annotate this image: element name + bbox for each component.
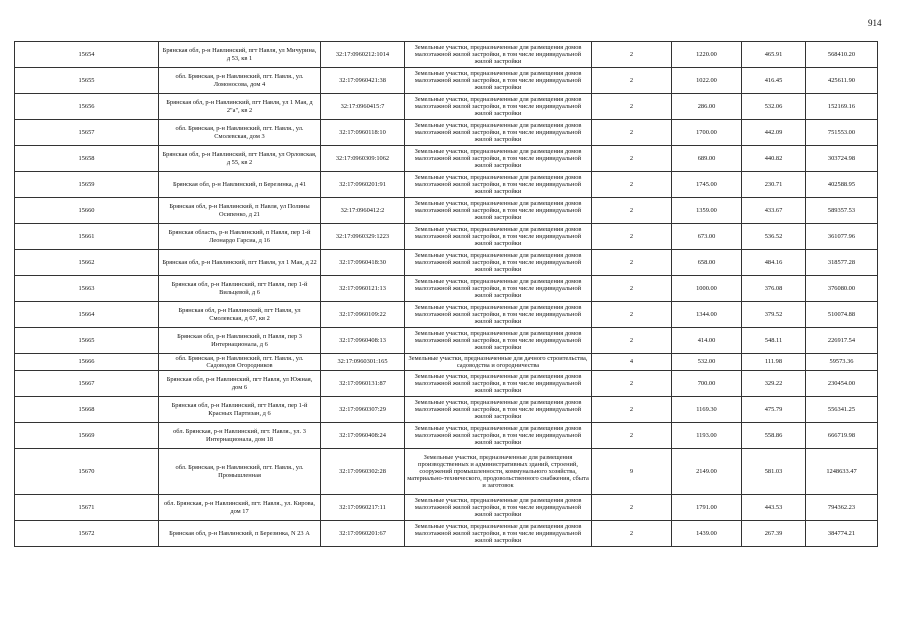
specific-value-cell: 484.16 <box>742 250 806 276</box>
record-number-cell: 15657 <box>15 120 159 146</box>
specific-value-cell: 329.22 <box>742 371 806 397</box>
cadastral-number-cell: 32:17:0960217:11 <box>321 495 405 521</box>
record-number-cell: 15660 <box>15 198 159 224</box>
table-row <box>15 449 878 495</box>
record-number-cell: 15666 <box>15 354 159 371</box>
area-cell: 1700.00 <box>672 120 742 146</box>
group-code-cell: 2 <box>592 146 672 172</box>
cadastral-value-cell: 556341.25 <box>806 397 878 423</box>
record-number-cell: 15667 <box>15 371 159 397</box>
cadastral-number-cell: 32:17:0960109:22 <box>321 302 405 328</box>
land-purpose-cell: Земельные участки, предназначенные для размещения домов малоэтажной жилой застройки, в том числе индивидуальной жилой застройки <box>405 495 592 521</box>
table-row <box>15 423 878 449</box>
cadastral-value-cell: 589357.53 <box>806 198 878 224</box>
specific-value-cell: 416.45 <box>742 68 806 94</box>
land-purpose-cell: Земельные участки, предназначенные для размещения домов малоэтажной жилой застройки, в том числе индивидуальной жилой застройки <box>405 302 592 328</box>
land-purpose-cell: Земельные участки, предназначенные для размещения домов малоэтажной жилой застройки, в том числе индивидуальной жилой застройки <box>405 276 592 302</box>
cadastral-number-cell: 32:17:0960415:7 <box>321 94 405 120</box>
address-cell: Брянская область, р-н Навлинский, п Навля, пер 1-й Леонардо Гарсиа, д 16 <box>159 224 321 250</box>
area-cell: 673.00 <box>672 224 742 250</box>
address-cell: обл. Брянская, р-н Навлинский, пгт. Навля., ул. Кирова, дом 17 <box>159 495 321 521</box>
group-code-cell: 2 <box>592 120 672 146</box>
table-row <box>15 68 878 94</box>
cadastral-number-cell: 32:17:0960302:28 <box>321 449 405 495</box>
group-code-cell: 2 <box>592 68 672 94</box>
cadastral-value-cell: 384774.21 <box>806 521 878 547</box>
address-cell: Брянская обл, р-н Навлинский, пгт Навля, ул Южная, дом 6 <box>159 371 321 397</box>
area-cell: 1169.30 <box>672 397 742 423</box>
specific-value-cell: 433.67 <box>742 198 806 224</box>
record-number-cell: 15665 <box>15 328 159 354</box>
address-cell: Брянская обл, р-н Навлинский, пгт Навля, пер 1-й Вильцевой, д 6 <box>159 276 321 302</box>
cadastral-number-cell: 32:17:0960201:91 <box>321 172 405 198</box>
area-cell: 1000.00 <box>672 276 742 302</box>
cadastral-value-cell: 425611.90 <box>806 68 878 94</box>
group-code-cell: 9 <box>592 449 672 495</box>
cadastral-number-cell: 32:17:0960412:2 <box>321 198 405 224</box>
cadastral-value-cell: 1248633.47 <box>806 449 878 495</box>
land-purpose-cell: Земельные участки, предназначенные для размещения домов малоэтажной жилой застройки, в том числе индивидуальной жилой застройки <box>405 423 592 449</box>
cadastral-value-cell: 59573.36 <box>806 354 878 371</box>
group-code-cell: 2 <box>592 302 672 328</box>
cadastral-value-cell: 510074.88 <box>806 302 878 328</box>
cadastral-value-cell: 318577.28 <box>806 250 878 276</box>
area-cell: 1439.00 <box>672 521 742 547</box>
address-cell: Брянская обл, р-н Навлинский, пгт Навля, пер 1-й Красных Партизан, д 6 <box>159 397 321 423</box>
record-number-cell: 15670 <box>15 449 159 495</box>
land-purpose-cell: Земельные участки, предназначенные для размещения домов малоэтажной жилой застройки, в том числе индивидуальной жилой застройки <box>405 521 592 547</box>
cadastral-value-cell: 402588.95 <box>806 172 878 198</box>
group-code-cell: 4 <box>592 354 672 371</box>
area-cell: 1745.00 <box>672 172 742 198</box>
address-cell: Брянская обл, р-н Навлинский, пгт Навля, ул Мичурина, д 53, кв 1 <box>159 42 321 68</box>
land-purpose-cell: Земельные участки, предназначенные для размещения домов малоэтажной жилой застройки, в том числе индивидуальной жилой застройки <box>405 120 592 146</box>
table-row <box>15 276 878 302</box>
record-number-cell: 15656 <box>15 94 159 120</box>
cadastral-number-cell: 32:17:0960408:13 <box>321 328 405 354</box>
cadastral-value-cell: 226917.54 <box>806 328 878 354</box>
cadastral-value-cell: 230454.00 <box>806 371 878 397</box>
table-row <box>15 302 878 328</box>
cadastral-number-cell: 32:17:0960131:87 <box>321 371 405 397</box>
address-cell: Брянская обл, р-н Навлинский, пгт Навля, ул Орловская, д 55, кв 2 <box>159 146 321 172</box>
address-cell: обл. Брянская, р-н Навлинский, пгт. Навля., ул. Промышленная <box>159 449 321 495</box>
land-purpose-cell: Земельные участки, предназначенные для размещения домов малоэтажной жилой застройки, в том числе индивидуальной жилой застройки <box>405 146 592 172</box>
area-cell: 1193.00 <box>672 423 742 449</box>
cadastral-number-cell: 32:17:0960309:1062 <box>321 146 405 172</box>
land-registry-table <box>14 41 878 547</box>
table-row <box>15 495 878 521</box>
area-cell: 2149.00 <box>672 449 742 495</box>
table-row <box>15 521 878 547</box>
group-code-cell: 2 <box>592 276 672 302</box>
group-code-cell: 2 <box>592 172 672 198</box>
specific-value-cell: 440.82 <box>742 146 806 172</box>
group-code-cell: 2 <box>592 94 672 120</box>
area-cell: 532.00 <box>672 354 742 371</box>
table-row <box>15 120 878 146</box>
group-code-cell: 2 <box>592 328 672 354</box>
group-code-cell: 2 <box>592 224 672 250</box>
land-purpose-cell: Земельные участки, предназначенные для дачного строительства, садоводства и огородничества <box>405 354 592 371</box>
specific-value-cell: 536.52 <box>742 224 806 250</box>
page-number: 914 <box>868 18 882 28</box>
record-number-cell: 15654 <box>15 42 159 68</box>
address-cell: Брянская обл, р-н Навлинский, п Березинка, д 41 <box>159 172 321 198</box>
cadastral-number-cell: 32:17:0960118:10 <box>321 120 405 146</box>
specific-value-cell: 443.53 <box>742 495 806 521</box>
land-purpose-cell: Земельные участки, предназначенные для размещения домов малоэтажной жилой застройки, в том числе индивидуальной жилой застройки <box>405 198 592 224</box>
specific-value-cell: 532.06 <box>742 94 806 120</box>
specific-value-cell: 442.09 <box>742 120 806 146</box>
land-purpose-cell: Земельные участки, предназначенные для размещения домов малоэтажной жилой застройки, в том числе индивидуальной жилой застройки <box>405 68 592 94</box>
table-row <box>15 328 878 354</box>
table-row <box>15 397 878 423</box>
land-purpose-cell: Земельные участки, предназначенные для размещения домов малоэтажной жилой застройки, в том числе индивидуальной жилой застройки <box>405 172 592 198</box>
area-cell: 700.00 <box>672 371 742 397</box>
specific-value-cell: 548.11 <box>742 328 806 354</box>
address-cell: Брянская обл, р-н Навлинский, п Навля, пер 3 Интернационала, д 6 <box>159 328 321 354</box>
cadastral-value-cell: 568410.20 <box>806 42 878 68</box>
cadastral-number-cell: 32:17:0960307:29 <box>321 397 405 423</box>
specific-value-cell: 581.03 <box>742 449 806 495</box>
cadastral-number-cell: 32:17:0960418:30 <box>321 250 405 276</box>
specific-value-cell: 379.52 <box>742 302 806 328</box>
cadastral-value-cell: 794362.23 <box>806 495 878 521</box>
address-cell: обл. Брянская, р-н Навлинский, пгт. Навля., ул. 3 Интернационала, дом 18 <box>159 423 321 449</box>
land-purpose-cell: Земельные участки, предназначенные для размещения домов малоэтажной жилой застройки, в том числе индивидуальной жилой застройки <box>405 224 592 250</box>
area-cell: 286.00 <box>672 94 742 120</box>
record-number-cell: 15655 <box>15 68 159 94</box>
land-purpose-cell: Земельные участки, предназначенные для размещения производственных и административных зданий, строений, сооружений промышленности, коммунального хозяйства, материально-технического, продовольственного снабжения, сбыта и заготовок <box>405 449 592 495</box>
specific-value-cell: 475.79 <box>742 397 806 423</box>
record-number-cell: 15659 <box>15 172 159 198</box>
group-code-cell: 2 <box>592 371 672 397</box>
address-cell: Брянская обл, р-н Навлинский, пгт Навля, ул Смолевская, д 67, кв 2 <box>159 302 321 328</box>
group-code-cell: 2 <box>592 423 672 449</box>
record-number-cell: 15661 <box>15 224 159 250</box>
group-code-cell: 2 <box>592 42 672 68</box>
table-row <box>15 42 878 68</box>
table-row <box>15 224 878 250</box>
specific-value-cell: 558.86 <box>742 423 806 449</box>
table-row <box>15 94 878 120</box>
cadastral-number-cell: 32:17:0960212:1014 <box>321 42 405 68</box>
group-code-cell: 2 <box>592 198 672 224</box>
cadastral-value-cell: 751553.00 <box>806 120 878 146</box>
address-cell: Брянская обл, р-н Навлинский, пгт Навля, ул 1 Мая, д 22 <box>159 250 321 276</box>
area-cell: 1220.00 <box>672 42 742 68</box>
cadastral-value-cell: 666719.98 <box>806 423 878 449</box>
cadastral-value-cell: 152169.16 <box>806 94 878 120</box>
record-number-cell: 15658 <box>15 146 159 172</box>
cadastral-value-cell: 361077.96 <box>806 224 878 250</box>
area-cell: 1022.00 <box>672 68 742 94</box>
address-cell: обл. Брянская, р-н Навлинский, пгт. Навля., ул. Смолевская, дом 3 <box>159 120 321 146</box>
specific-value-cell: 111.98 <box>742 354 806 371</box>
table-row <box>15 172 878 198</box>
land-purpose-cell: Земельные участки, предназначенные для размещения домов малоэтажной жилой застройки, в том числе индивидуальной жилой застройки <box>405 250 592 276</box>
table-row <box>15 146 878 172</box>
cadastral-number-cell: 32:17:0960201:67 <box>321 521 405 547</box>
record-number-cell: 15668 <box>15 397 159 423</box>
record-number-cell: 15669 <box>15 423 159 449</box>
area-cell: 1344.00 <box>672 302 742 328</box>
land-purpose-cell: Земельные участки, предназначенные для размещения домов малоэтажной жилой застройки, в том числе индивидуальной жилой застройки <box>405 42 592 68</box>
land-purpose-cell: Земельные участки, предназначенные для размещения домов малоэтажной жилой застройки, в том числе индивидуальной жилой застройки <box>405 328 592 354</box>
specific-value-cell: 376.08 <box>742 276 806 302</box>
cadastral-number-cell: 32:17:0960121:13 <box>321 276 405 302</box>
land-purpose-cell: Земельные участки, предназначенные для размещения домов малоэтажной жилой застройки, в том числе индивидуальной жилой застройки <box>405 94 592 120</box>
group-code-cell: 2 <box>592 495 672 521</box>
group-code-cell: 2 <box>592 521 672 547</box>
table-row <box>15 371 878 397</box>
record-number-cell: 15662 <box>15 250 159 276</box>
land-purpose-cell: Земельные участки, предназначенные для размещения домов малоэтажной жилой застройки, в том числе индивидуальной жилой застройки <box>405 397 592 423</box>
address-cell: Брянская обл, р-н Навлинский, п Навля, ул Полины Осипенко, д 21 <box>159 198 321 224</box>
group-code-cell: 2 <box>592 397 672 423</box>
address-cell: обл. Брянская, р-н Навлинский, пгт. Навля., ул. Садоводов Огородников <box>159 354 321 371</box>
area-cell: 414.00 <box>672 328 742 354</box>
record-number-cell: 15664 <box>15 302 159 328</box>
specific-value-cell: 230.71 <box>742 172 806 198</box>
area-cell: 1791.00 <box>672 495 742 521</box>
record-number-cell: 15671 <box>15 495 159 521</box>
specific-value-cell: 267.39 <box>742 521 806 547</box>
specific-value-cell: 465.91 <box>742 42 806 68</box>
area-cell: 689.00 <box>672 146 742 172</box>
cadastral-value-cell: 376080.00 <box>806 276 878 302</box>
record-number-cell: 15672 <box>15 521 159 547</box>
address-cell: обл. Брянская, р-н Навлинский, пгт. Навля., ул. Ломоносова, дом 4 <box>159 68 321 94</box>
cadastral-number-cell: 32:17:0960301:165 <box>321 354 405 371</box>
address-cell: Брянская обл, р-н Навлинский, п Березинка, N 23 А <box>159 521 321 547</box>
table-row <box>15 354 878 371</box>
area-cell: 658.00 <box>672 250 742 276</box>
cadastral-number-cell: 32:17:0960408:24 <box>321 423 405 449</box>
table-row <box>15 198 878 224</box>
land-purpose-cell: Земельные участки, предназначенные для размещения домов малоэтажной жилой застройки, в том числе индивидуальной жилой застройки <box>405 371 592 397</box>
cadastral-number-cell: 32:17:0960329:1223 <box>321 224 405 250</box>
cadastral-value-cell: 303724.98 <box>806 146 878 172</box>
group-code-cell: 2 <box>592 250 672 276</box>
address-cell: Брянская обл, р-н Навлинский, пгт Навля, ул 1 Мая, д 2"а", кв 2 <box>159 94 321 120</box>
table-row <box>15 250 878 276</box>
cadastral-number-cell: 32:17:0960421:38 <box>321 68 405 94</box>
record-number-cell: 15663 <box>15 276 159 302</box>
area-cell: 1359.00 <box>672 198 742 224</box>
table-body <box>15 42 878 547</box>
